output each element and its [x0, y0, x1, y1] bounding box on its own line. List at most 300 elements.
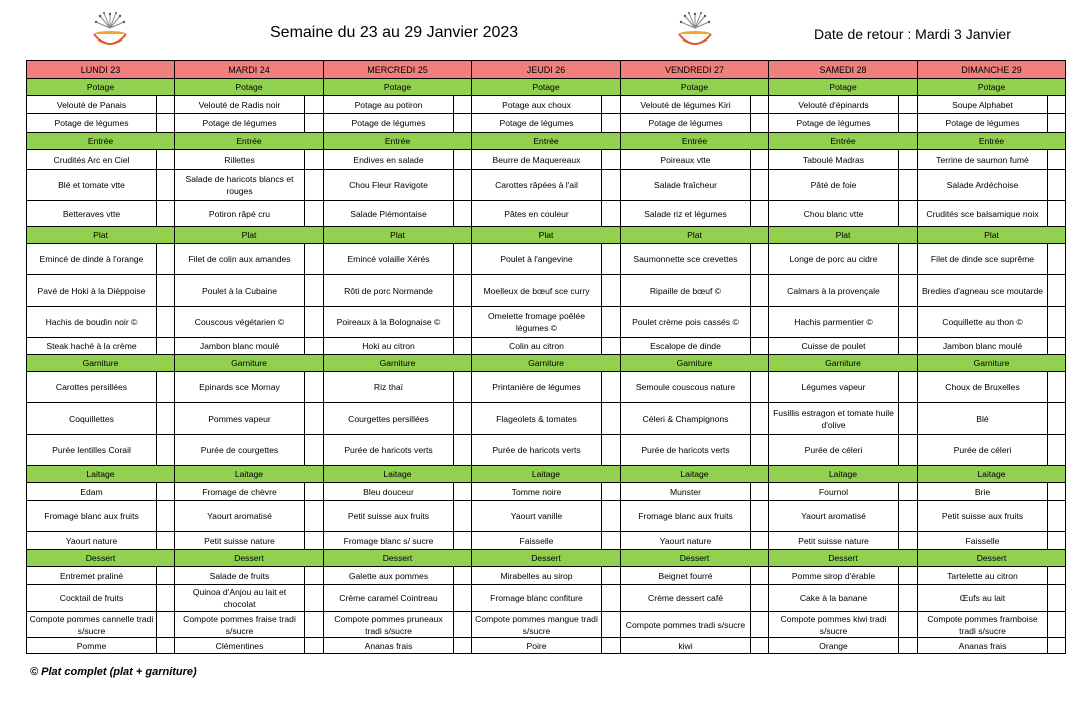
choice-box[interactable]	[157, 567, 175, 585]
menu-item: Yaourt nature	[621, 532, 751, 550]
day-header: MERCREDI 25	[324, 61, 472, 79]
choice-box[interactable]	[305, 338, 324, 355]
menu-row	[27, 532, 1066, 550]
section-header: Potage	[621, 79, 769, 96]
choice-box[interactable]	[157, 170, 175, 201]
menu-row	[27, 585, 1066, 612]
menu-item: kiwi	[621, 638, 751, 654]
menu-item: Petit suisse nature	[769, 532, 899, 550]
menu-item: Omelette fromage poêlée légumes ©	[472, 307, 602, 338]
section-header: Laitage	[621, 466, 769, 483]
section-header: Entrée	[918, 133, 1066, 150]
menu-item: Potage de légumes	[769, 114, 899, 133]
choice-box[interactable]	[454, 170, 472, 201]
choice-box[interactable]	[454, 483, 472, 501]
menu-item: Choux de Bruxelles	[918, 372, 1048, 403]
choice-box[interactable]	[899, 501, 918, 532]
menu-item: Rôti de porc Normande	[324, 275, 454, 307]
choice-box[interactable]	[157, 532, 175, 550]
choice-box[interactable]	[454, 585, 472, 612]
menu-item: Compote pommes pruneaux tradi s/sucre	[324, 612, 454, 638]
choice-box[interactable]	[1048, 114, 1066, 133]
section-header: Laitage	[769, 466, 918, 483]
menu-item: Purée de haricots verts	[324, 435, 454, 466]
menu-item: Jambon blanc moulé	[918, 338, 1048, 355]
menu-item: Yaourt nature	[27, 532, 157, 550]
choice-box[interactable]	[157, 244, 175, 275]
choice-box[interactable]	[602, 372, 621, 403]
choice-box[interactable]	[157, 338, 175, 355]
menu-item: Hoki au citron	[324, 338, 454, 355]
menu-row	[27, 338, 1066, 355]
menu-row	[27, 307, 1066, 338]
section-header: Laitage	[472, 466, 621, 483]
menu-item: Tartelette au citron	[918, 567, 1048, 585]
choice-box[interactable]	[454, 114, 472, 133]
menu-item: Cake à la banane	[769, 585, 899, 612]
menu-item: Couscous végétarien ©	[175, 307, 305, 338]
choice-box[interactable]	[751, 532, 769, 550]
choice-box[interactable]	[305, 307, 324, 338]
choice-box[interactable]	[1048, 372, 1066, 403]
menu-item: Carottes râpées à l'ail	[472, 170, 602, 201]
choice-box[interactable]	[1048, 96, 1066, 114]
choice-box[interactable]	[602, 585, 621, 612]
choice-box[interactable]	[899, 114, 918, 133]
menu-item: Poulet à l'angevine	[472, 244, 602, 275]
choice-box[interactable]	[157, 275, 175, 307]
choice-box[interactable]	[1048, 150, 1066, 170]
menu-item: Purée lentilles Corail	[27, 435, 157, 466]
menu-item: Escalope de dinde	[621, 338, 751, 355]
menu-item: Pâtes en couleur	[472, 201, 602, 227]
choice-box[interactable]	[1048, 338, 1066, 355]
choice-box[interactable]	[1048, 435, 1066, 466]
choice-box[interactable]	[305, 532, 324, 550]
choice-box[interactable]	[1048, 201, 1066, 227]
choice-box[interactable]	[602, 567, 621, 585]
menu-item: Pommes vapeur	[175, 403, 305, 435]
choice-box[interactable]	[751, 585, 769, 612]
menu-item: Pavé de Hoki à la Dièppoise	[27, 275, 157, 307]
menu-item: Purée de courgettes	[175, 435, 305, 466]
choice-box[interactable]	[751, 114, 769, 133]
choice-box[interactable]	[899, 585, 918, 612]
choice-box[interactable]	[305, 501, 324, 532]
menu-item: Colin au citron	[472, 338, 602, 355]
choice-box[interactable]	[602, 150, 621, 170]
menu-item: Entremet praliné	[27, 567, 157, 585]
menu-row	[27, 150, 1066, 170]
return-date: Date de retour : Mardi 3 Janvier	[814, 26, 1011, 42]
choice-box[interactable]	[602, 532, 621, 550]
menu-item: Calmars à la provençale	[769, 275, 899, 307]
choice-box[interactable]	[305, 244, 324, 275]
menu-item: Beignet fourré	[621, 567, 751, 585]
choice-box[interactable]	[305, 483, 324, 501]
menu-item: Fromage blanc s/ sucre	[324, 532, 454, 550]
choice-box[interactable]	[454, 403, 472, 435]
menu-item: Yaourt aromatisé	[175, 501, 305, 532]
choice-box[interactable]	[305, 114, 324, 133]
menu-item: Potage de légumes	[27, 114, 157, 133]
choice-box[interactable]	[751, 435, 769, 466]
choice-box[interactable]	[751, 403, 769, 435]
choice-box[interactable]	[157, 150, 175, 170]
section-header: Plat	[472, 227, 621, 244]
menu-row	[27, 638, 1066, 654]
choice-box[interactable]	[1048, 170, 1066, 201]
section-header: Laitage	[27, 466, 175, 483]
section-header: Garniture	[27, 355, 175, 372]
choice-box[interactable]	[899, 435, 918, 466]
choice-box[interactable]	[899, 307, 918, 338]
choice-box[interactable]	[899, 638, 918, 654]
menu-item: Munster	[621, 483, 751, 501]
section-header: Entrée	[27, 133, 175, 150]
menu-item: Ananas frais	[918, 638, 1048, 654]
section-header: Garniture	[621, 355, 769, 372]
choice-box[interactable]	[899, 150, 918, 170]
choice-box[interactable]	[157, 403, 175, 435]
day-header-row	[27, 61, 1066, 79]
choice-box[interactable]	[751, 338, 769, 355]
choice-box[interactable]	[305, 150, 324, 170]
choice-box[interactable]	[1048, 532, 1066, 550]
menu-item: Filet de dinde sce suprême	[918, 244, 1048, 275]
choice-box[interactable]	[305, 567, 324, 585]
menu-item: Chou Fleur Ravigote	[324, 170, 454, 201]
menu-item: Courgettes persillées	[324, 403, 454, 435]
choice-box[interactable]	[1048, 307, 1066, 338]
menu-item: Salade Piémontaise	[324, 201, 454, 227]
choice-box[interactable]	[305, 96, 324, 114]
choice-box[interactable]	[899, 532, 918, 550]
menu-item: Potage de légumes	[621, 114, 751, 133]
section-header: Entrée	[175, 133, 324, 150]
choice-box[interactable]	[751, 307, 769, 338]
menu-item: Yaourt vanille	[472, 501, 602, 532]
choice-box[interactable]	[157, 612, 175, 638]
menu-item: Fromage blanc confiture	[472, 585, 602, 612]
choice-box[interactable]	[899, 244, 918, 275]
choice-box[interactable]	[602, 96, 621, 114]
day-header: DIMANCHE 29	[918, 61, 1066, 79]
menu-item: Orange	[769, 638, 899, 654]
choice-box[interactable]	[899, 338, 918, 355]
choice-box[interactable]	[602, 435, 621, 466]
choice-box[interactable]	[454, 638, 472, 654]
choice-box[interactable]	[157, 483, 175, 501]
page-header	[0, 0, 1086, 58]
choice-box[interactable]	[305, 403, 324, 435]
menu-item: Potage au potiron	[324, 96, 454, 114]
menu-item: Compote pommes cannelle tradi s/sucre	[27, 612, 157, 638]
menu-item: Cocktail de fruits	[27, 585, 157, 612]
choice-box[interactable]	[1048, 638, 1066, 654]
choice-box[interactable]	[157, 585, 175, 612]
choice-box[interactable]	[454, 567, 472, 585]
menu-item: Carottes persillées	[27, 372, 157, 403]
choice-box[interactable]	[751, 201, 769, 227]
menu-item: Clémentines	[175, 638, 305, 654]
menu-item: Ripaille de bœuf ©	[621, 275, 751, 307]
menu-item: Petit suisse nature	[175, 532, 305, 550]
menu-item: Mirabelles au sirop	[472, 567, 602, 585]
choice-box[interactable]	[1048, 585, 1066, 612]
choice-box[interactable]	[899, 372, 918, 403]
choice-box[interactable]	[751, 501, 769, 532]
menu-item: Salade fraîcheur	[621, 170, 751, 201]
choice-box[interactable]	[1048, 275, 1066, 307]
choice-box[interactable]	[1048, 612, 1066, 638]
choice-box[interactable]	[602, 612, 621, 638]
menu-item: Emincé de dinde à l'orange	[27, 244, 157, 275]
section-header: Potage	[324, 79, 472, 96]
menu-item: Betteraves vtte	[27, 201, 157, 227]
section-header-row	[27, 79, 1066, 96]
section-header-row	[27, 227, 1066, 244]
section-header: Potage	[769, 79, 918, 96]
menu-item: Potage de légumes	[175, 114, 305, 133]
choice-box[interactable]	[305, 201, 324, 227]
menu-item: Crudités sce balsamique noix	[918, 201, 1048, 227]
menu-item: Crème caramel Cointreau	[324, 585, 454, 612]
choice-box[interactable]	[751, 275, 769, 307]
choice-box[interactable]	[899, 403, 918, 435]
section-header: Dessert	[918, 550, 1066, 567]
menu-row	[27, 170, 1066, 201]
menu-item: Purée de céleri	[769, 435, 899, 466]
choice-box[interactable]	[157, 372, 175, 403]
choice-box[interactable]	[454, 307, 472, 338]
menu-item: Pomme	[27, 638, 157, 654]
section-header: Plat	[918, 227, 1066, 244]
menu-item: Potiron râpé cru	[175, 201, 305, 227]
section-header: Garniture	[472, 355, 621, 372]
choice-box[interactable]	[899, 96, 918, 114]
day-header: VENDREDI 27	[621, 61, 769, 79]
menu-item: Epinards sce Mornay	[175, 372, 305, 403]
choice-box[interactable]	[454, 201, 472, 227]
menu-item: Brie	[918, 483, 1048, 501]
choice-box[interactable]	[157, 96, 175, 114]
choice-box[interactable]	[1048, 403, 1066, 435]
section-header: Garniture	[918, 355, 1066, 372]
choice-box[interactable]	[305, 585, 324, 612]
section-header: Potage	[27, 79, 175, 96]
day-header: MARDI 24	[175, 61, 324, 79]
menu-item: Potage de légumes	[324, 114, 454, 133]
menu-item: Terrine de saumon fumé	[918, 150, 1048, 170]
choice-box[interactable]	[454, 150, 472, 170]
menu-row	[27, 275, 1066, 307]
menu-item: Printanière de légumes	[472, 372, 602, 403]
menu-item: Fusillis estragon et tomate huile d'olive	[769, 403, 899, 435]
choice-box[interactable]	[454, 435, 472, 466]
section-header: Garniture	[769, 355, 918, 372]
menu-item: Galette aux pommes	[324, 567, 454, 585]
menu-item: Ananas frais	[324, 638, 454, 654]
choice-box[interactable]	[157, 114, 175, 133]
choice-box[interactable]	[751, 567, 769, 585]
choice-box[interactable]	[157, 435, 175, 466]
menu-row	[27, 372, 1066, 403]
choice-box[interactable]	[305, 372, 324, 403]
section-header: Dessert	[621, 550, 769, 567]
choice-box[interactable]	[751, 150, 769, 170]
menu-item: Velouté de légumes Kiri	[621, 96, 751, 114]
soup-bowl-icon	[90, 10, 130, 50]
choice-box[interactable]	[454, 275, 472, 307]
menu-item: Légumes vapeur	[769, 372, 899, 403]
menu-item: Chou blanc vtte	[769, 201, 899, 227]
menu-item: Salade Ardéchoise	[918, 170, 1048, 201]
section-header: Garniture	[324, 355, 472, 372]
menu-item: Poulet crème pois cassés ©	[621, 307, 751, 338]
menu-row	[27, 483, 1066, 501]
menu-item: Velouté de Radis noir	[175, 96, 305, 114]
menu-item: Céleri & Champignons	[621, 403, 751, 435]
choice-box[interactable]	[1048, 244, 1066, 275]
menu-item: Compote pommes framboise tradi s/sucre	[918, 612, 1048, 638]
choice-box[interactable]	[1048, 501, 1066, 532]
menu-item: Coquillettes	[27, 403, 157, 435]
day-header: JEUDI 26	[472, 61, 621, 79]
section-header: Dessert	[472, 550, 621, 567]
menu-item: Longe de porc au cidre	[769, 244, 899, 275]
menu-item: Velouté d'épinards	[769, 96, 899, 114]
choice-box[interactable]	[751, 483, 769, 501]
menu-item: Compote pommes tradi s/sucre	[621, 612, 751, 638]
menu-item: Hachis parmentier ©	[769, 307, 899, 338]
choice-box[interactable]	[454, 501, 472, 532]
menu-item: Pâté de foie	[769, 170, 899, 201]
menu-row	[27, 96, 1066, 114]
menu-item: Fournol	[769, 483, 899, 501]
choice-box[interactable]	[157, 501, 175, 532]
menu-item: Moelleux de bœuf sce curry	[472, 275, 602, 307]
menu-item: Quinoa d'Anjou au lait et chocolat	[175, 585, 305, 612]
choice-box[interactable]	[602, 483, 621, 501]
choice-box[interactable]	[899, 275, 918, 307]
menu-row	[27, 403, 1066, 435]
choice-box[interactable]	[157, 307, 175, 338]
choice-box[interactable]	[899, 612, 918, 638]
menu-item: Faisselle	[472, 532, 602, 550]
menu-item: Cuisse de poulet	[769, 338, 899, 355]
menu-item: Bleu douceur	[324, 483, 454, 501]
menu-item: Edam	[27, 483, 157, 501]
choice-box[interactable]	[157, 638, 175, 654]
section-header: Laitage	[175, 466, 324, 483]
choice-box[interactable]	[454, 338, 472, 355]
choice-box[interactable]	[305, 638, 324, 654]
section-header: Plat	[324, 227, 472, 244]
menu-item: Soupe Alphabet	[918, 96, 1048, 114]
choice-box[interactable]	[602, 501, 621, 532]
choice-box[interactable]	[899, 170, 918, 201]
choice-box[interactable]	[454, 612, 472, 638]
choice-box[interactable]	[899, 567, 918, 585]
menu-item: Salade riz et légumes	[621, 201, 751, 227]
choice-box[interactable]	[602, 201, 621, 227]
menu-item: Semoule couscous nature	[621, 372, 751, 403]
choice-box[interactable]	[305, 275, 324, 307]
choice-box[interactable]	[454, 532, 472, 550]
menu-item: Bredies d'agneau sce moutarde	[918, 275, 1048, 307]
menu-item: Emincé volaille Xérés	[324, 244, 454, 275]
menu-item: Steak haché à la crème	[27, 338, 157, 355]
menu-item: Purée de haricots verts	[472, 435, 602, 466]
section-header: Potage	[175, 79, 324, 96]
choice-box[interactable]	[751, 612, 769, 638]
section-header: Dessert	[769, 550, 918, 567]
section-header-row	[27, 133, 1066, 150]
day-header: LUNDI 23	[27, 61, 175, 79]
menu-item: Flageolets & tomates	[472, 403, 602, 435]
menu-item: Compote pommes kiwi tradi s/sucre	[769, 612, 899, 638]
menu-item: Blé	[918, 403, 1048, 435]
choice-box[interactable]	[899, 201, 918, 227]
choice-box[interactable]	[305, 170, 324, 201]
choice-box[interactable]	[305, 612, 324, 638]
menu-item: Salade de fruits	[175, 567, 305, 585]
menu-item: Purée de haricots verts	[621, 435, 751, 466]
menu-item: Potage de légumes	[472, 114, 602, 133]
choice-box[interactable]	[602, 338, 621, 355]
choice-box[interactable]	[1048, 567, 1066, 585]
choice-box[interactable]	[602, 275, 621, 307]
menu-item: Velouté de Panais	[27, 96, 157, 114]
section-header: Laitage	[918, 466, 1066, 483]
menu-item: Endives en salade	[324, 150, 454, 170]
choice-box[interactable]	[602, 170, 621, 201]
choice-box[interactable]	[751, 244, 769, 275]
menu-item: Fromage de chèvre	[175, 483, 305, 501]
choice-box[interactable]	[899, 483, 918, 501]
menu-row	[27, 201, 1066, 227]
choice-box[interactable]	[602, 244, 621, 275]
choice-box[interactable]	[157, 201, 175, 227]
menu-item: Rillettes	[175, 150, 305, 170]
choice-box[interactable]	[305, 435, 324, 466]
menu-item: Crème dessert café	[621, 585, 751, 612]
choice-box[interactable]	[602, 403, 621, 435]
choice-box[interactable]	[751, 372, 769, 403]
section-header: Plat	[27, 227, 175, 244]
choice-box[interactable]	[1048, 483, 1066, 501]
choice-box[interactable]	[751, 170, 769, 201]
menu-row	[27, 501, 1066, 532]
section-header: Entrée	[621, 133, 769, 150]
choice-box[interactable]	[454, 244, 472, 275]
section-header-row	[27, 355, 1066, 372]
choice-box[interactable]	[454, 372, 472, 403]
choice-box[interactable]	[454, 96, 472, 114]
menu-item: Poireaux vtte	[621, 150, 751, 170]
choice-box[interactable]	[602, 638, 621, 654]
section-header: Laitage	[324, 466, 472, 483]
menu-item: Petit suisse aux fruits	[918, 501, 1048, 532]
choice-box[interactable]	[602, 114, 621, 133]
choice-box[interactable]	[751, 638, 769, 654]
menu-item: Blé et tomate vtte	[27, 170, 157, 201]
choice-box[interactable]	[602, 307, 621, 338]
choice-box[interactable]	[751, 96, 769, 114]
page-title: Semaine du 23 au 29 Janvier 2023	[270, 24, 519, 41]
menu-item: Faisselle	[918, 532, 1048, 550]
